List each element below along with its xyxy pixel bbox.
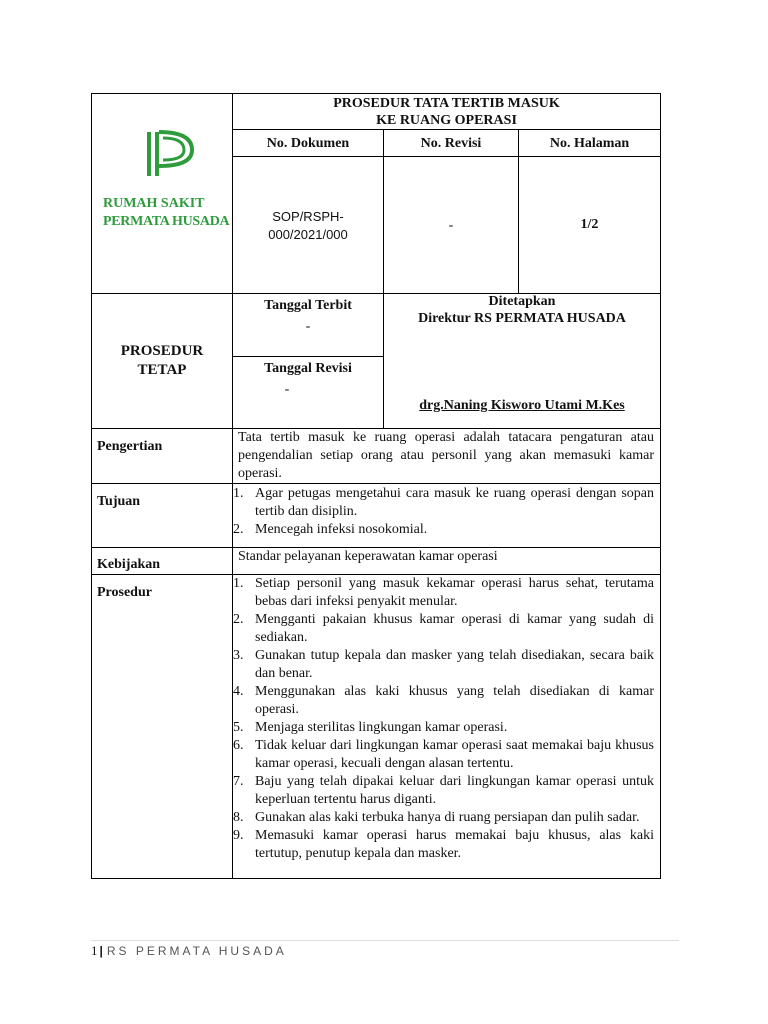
tanggal-terbit-label: Tanggal Terbit — [264, 298, 352, 313]
halaman-number: 1/2 — [580, 217, 599, 232]
hospital-logo — [100, 104, 230, 234]
ditetapkan-text: Ditetapkan — [488, 294, 556, 309]
prosedur-list — [233, 575, 654, 863]
footer-separator: | — [99, 944, 103, 958]
dokumen-number-line2: 000/2021/000 — [268, 227, 348, 242]
page-number: 1 — [91, 943, 98, 958]
pengertian-label: Pengertian — [97, 439, 163, 454]
page-footer — [91, 943, 287, 959]
list-item: 5. Menjaga sterilitas lingkungan kamar operasi. — [233, 720, 508, 735]
list-item: 8. Gunakan alas kaki terbuka hanya di ruang persiapan dan pulih sadar. — [233, 810, 640, 825]
list-item: 3. Gunakan tutup kepala dan masker yang telah disediakan, secara baik dan benar. — [233, 648, 654, 681]
prosedur-label: Prosedur — [97, 585, 152, 600]
dokumen-number-line1: SOP/RSPH- — [272, 209, 344, 224]
list-item: 4. Menggunakan alas kaki khusus yang telah disediakan di kamar operasi. — [233, 684, 654, 717]
tanggal-revisi-value: - — [284, 382, 290, 397]
kebijakan-label: Kebijakan — [97, 557, 161, 572]
col-header-revisi: No. Revisi — [420, 136, 482, 151]
list-item: 2. Mencegah infeksi nosokomial. — [233, 522, 428, 537]
kebijakan-text: Standar pelayanan keperawatan kamar operasi — [238, 549, 498, 564]
signatory-name: drg.Naning Kisworo Utami M.Kes — [419, 398, 625, 413]
col-header-dokumen: No. Dokumen — [266, 136, 350, 151]
document-title-line1: PROSEDUR TATA TERTIB MASUK — [333, 96, 560, 111]
list-item: 9. Memasuki kamar operasi harus memakai baju khusus, alas kaki tertutup, penutup kepala dan masker. — [233, 828, 654, 861]
tanggal-revisi-label: Tanggal Revisi — [264, 361, 352, 376]
col-header-halaman: No. Halaman — [549, 136, 630, 151]
hospital-emblem-icon — [100, 104, 225, 204]
tujuan-list — [233, 485, 654, 539]
revisi-number: - — [448, 218, 454, 233]
protap-label-line1: PROSEDUR — [120, 343, 204, 359]
list-item: 6. Tidak keluar dari lingkungan kamar operasi saat memakai baju khusus kamar operasi, kecuali dengan alasan tertentu. — [233, 738, 654, 771]
pengertian-text: Tata tertib masuk ke ruang operasi adalah tatacara pengaturan atau pengendalian setiap orang atau personil yang akan memasuki kamar operasi. — [238, 430, 654, 481]
logo-text-line2: PERMATA HUSADA — [103, 214, 230, 229]
logo-text-line1: RUMAH SAKIT — [103, 196, 205, 211]
direktur-text: Direktur RS PERMATA HUSADA — [418, 311, 626, 326]
list-item: 1. Setiap personil yang masuk kekamar operasi harus sehat, terutama bebas dari infeksi penyakit menular. — [233, 576, 654, 609]
list-item: 7. Baju yang telah dipakai keluar dari lingkungan kamar operasi untuk keperluan tertentu harus diganti. — [233, 774, 654, 807]
protap-label-line2: TETAP — [137, 362, 187, 378]
footer-rule — [91, 940, 679, 941]
tanggal-terbit-value: - — [305, 319, 311, 334]
list-item: 1. Agar petugas mengetahui cara masuk ke ruang operasi dengan sopan tertib dan disiplin. — [233, 486, 654, 519]
footer-hospital-name: RS PERMATA HUSADA — [106, 944, 287, 958]
tujuan-label: Tujuan — [97, 494, 141, 509]
document-title-line2: KE RUANG OPERASI — [376, 113, 517, 128]
list-item: 2. Mengganti pakaian khusus kamar operasi di kamar yang sudah di sediakan. — [233, 612, 654, 645]
